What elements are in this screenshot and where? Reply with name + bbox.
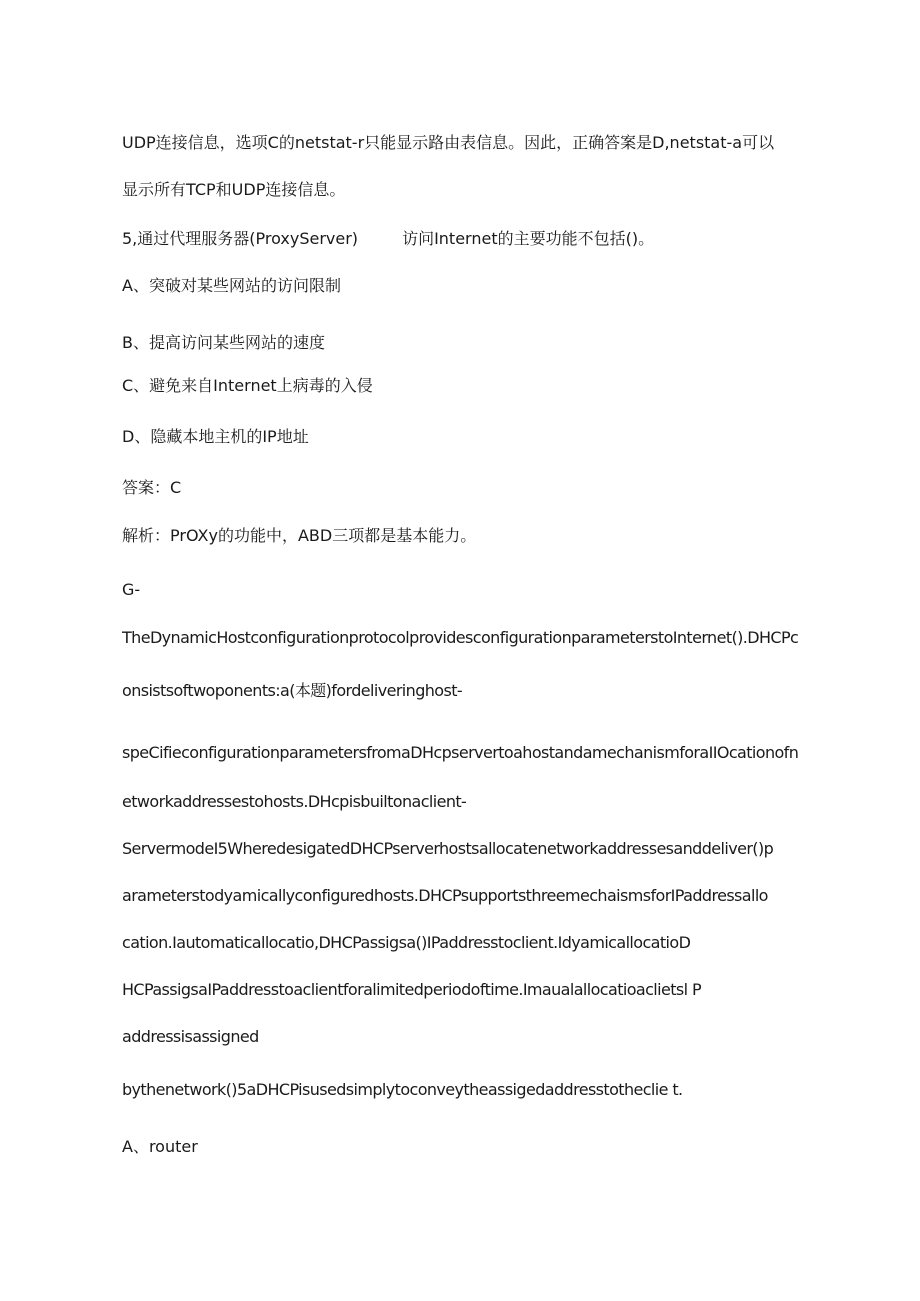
passage-line-7: cation.Iautomaticallocatio,DHCPassigsa()IPaddresstoclient.IdyamicallocatioD bbox=[122, 933, 691, 952]
passage-line-6: arameterstodyamicallyconfiguredhosts.DHCPsupportsthreemechaismsforIPaddressallo bbox=[122, 886, 768, 905]
question-5-part-2: 访问Internet的主要功能不包括()。 bbox=[402, 229, 655, 248]
text-line-g: G- bbox=[122, 580, 141, 599]
passage-line-4: etworkaddressestohosts.DHcpisbuiltonaclient- bbox=[122, 792, 467, 811]
passage-line-9: addressisassigned bbox=[122, 1027, 259, 1046]
text-line-1: UDP连接信息，选项C的netstat-r只能显示路由表信息。因此，正确答案是D,netstat-a可以 bbox=[122, 133, 775, 152]
explanation: 解析：PrOXy的功能中，ABD三项都是基本能力。 bbox=[122, 526, 477, 545]
question-5-line bbox=[122, 229, 654, 249]
answer: 答案：C bbox=[122, 478, 182, 497]
passage-line-5: ServermodeI5WheredesigatedDHCPserverhostsallocatenetworkaddressesanddeliver()p bbox=[122, 839, 774, 858]
passage-line-2: onsistsoftwoponents:a(本题)fordeliveringhost- bbox=[122, 681, 463, 700]
passage-line-10: bythenetwork()5aDHCPisusedsimplytoconveytheassigedaddresstotheclie t. bbox=[122, 1080, 683, 1099]
passage-line-1: TheDynamicHostconfigurationprotocolprovidesconfigurationparameterstoInternet().DHCPc bbox=[122, 628, 799, 647]
option-d: D、隐藏本地主机的IP地址 bbox=[122, 427, 309, 446]
passage-line-8: HCPassigsaIPaddresstoaclientforalimitedperiodoftime.Imaualallocatioaclietsl P bbox=[122, 980, 702, 999]
passage-line-3: speCifieconfigurationparametersfromaDHcpservertoahostandamechanismforaIIOcationofn bbox=[122, 743, 799, 762]
option-b: B、提高访问某些网站的速度 bbox=[122, 333, 325, 352]
question-5-part-1: 5,通过代理服务器(ProxyServer) bbox=[122, 229, 359, 248]
text-line-2: 显示所有TCP和UDP连接信息。 bbox=[122, 180, 346, 199]
option-a-router: A、router bbox=[122, 1137, 198, 1156]
option-a: A、突破对某些网站的访问限制 bbox=[122, 276, 341, 295]
option-c: C、避免来自Internet上病毒的入侵 bbox=[122, 376, 373, 395]
